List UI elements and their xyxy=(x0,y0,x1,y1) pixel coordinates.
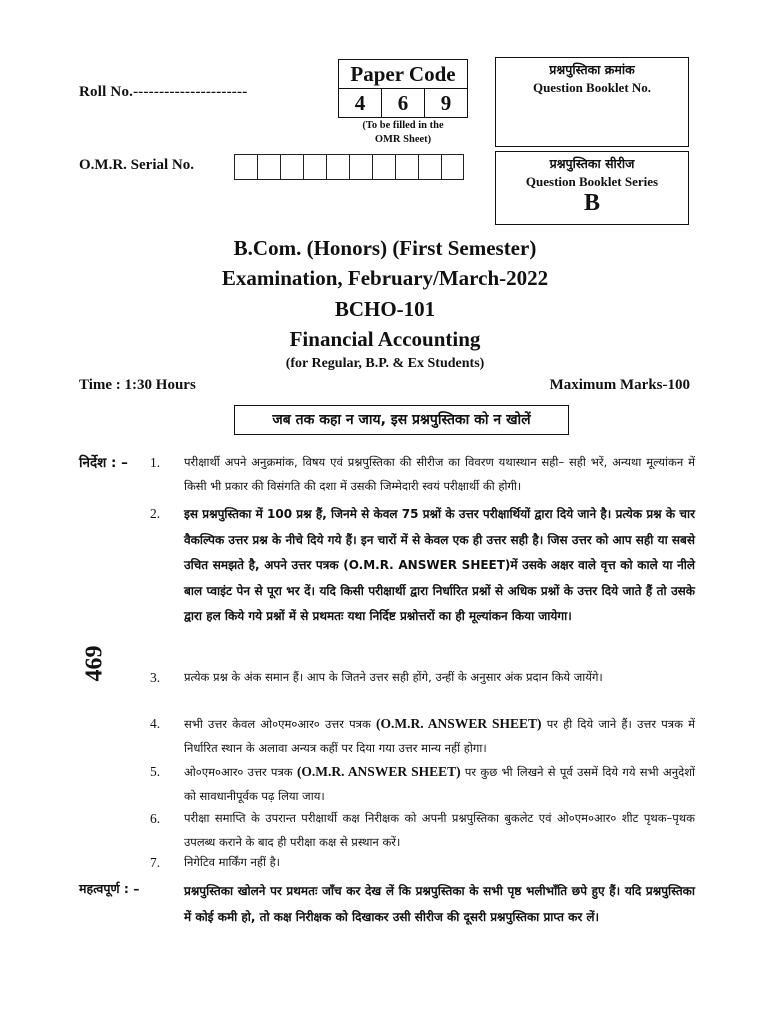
instruction-item xyxy=(150,712,695,760)
instruction-number: 7. xyxy=(150,855,161,870)
instruction-text: परीक्षार्थी अपने अनुक्रमांक, विषय एवं प्रश्नपुस्तिका की सीरीज का विवरण यथास्थान सही– सही भरें, अन्यथा मूल्यांकन में किसी भी प्रकार की विसंगति की दशा में उसकी जिम्मेदारी स्वयं परीक्षार्थी की होगी। xyxy=(184,455,695,493)
instruction-text: परीक्षा समाप्ति के उपरान्त परीक्षार्थी कक्ष निरीक्षक को अपनी प्रश्नपुस्तिका बुकलेट एवं ओ०एम०आर० शीट पृथक–पृथक उपलब्ध कराने के बाद ही परीक्षा कक्ष से प्रस्थान करें। xyxy=(184,811,695,849)
instruction-text: निगेटिव मार्किंग नहीं है। xyxy=(184,855,281,869)
instruction-number: 6. xyxy=(150,811,161,826)
omr-serial-cell[interactable] xyxy=(349,154,372,180)
omr-serial-cell[interactable] xyxy=(280,154,303,180)
instruction-number: 2. xyxy=(150,506,161,521)
course-code: BCHO-101 xyxy=(334,297,436,321)
important-note: प्रश्नपुस्तिका खोलने पर प्रथमतः जाँच कर देख लें कि प्रश्नपुस्तिका के सभी पृष्ठ भलीभाँति छपे हुए हैं। यदि प्रश्नपुस्तिका में कोई कमी हो, तो कक्ष निरीक्षक को दिखाकर उसी सीरीज की दूसरी प्रश्नपुस्तिका प्राप्त कर लें। xyxy=(184,884,695,924)
omr-serial-cell[interactable] xyxy=(234,154,257,180)
question-booklet-series-box xyxy=(495,151,689,225)
booklet-series-english-label: Question Booklet Series xyxy=(525,174,659,189)
exam-time: Time : 1:30 Hours xyxy=(79,377,196,393)
omr-serial-cell[interactable] xyxy=(418,154,441,180)
do-not-open-warning: जब तक कहा न जाय, इस प्रश्नपुस्तिका को न खोलें xyxy=(234,405,569,435)
instruction-number: 3. xyxy=(150,670,161,685)
booklet-series-hindi-label: प्रश्नपुस्तिका सीरीज xyxy=(549,156,635,171)
omr-serial-boxes[interactable] xyxy=(234,154,464,180)
paper-code-digits xyxy=(339,89,467,117)
instruction-number: 4. xyxy=(150,716,161,731)
booklet-no-hindi-label: प्रश्नपुस्तिका क्रमांक xyxy=(549,62,635,77)
side-paper-code: 469 xyxy=(81,645,108,682)
booklet-series-letter: B xyxy=(583,190,600,216)
instruction-text xyxy=(184,760,695,808)
paper-code-note-line: (To be filled in the xyxy=(362,120,444,131)
paper-code-digit: 9 xyxy=(440,91,452,115)
instruction-text xyxy=(184,712,695,760)
instruction-text-part: पर कुछ भी लिखने से पूर्व उसमें दिये गये सभी अनुदेशों को सावधानीपूर्वक पढ़ लिया जाय। xyxy=(184,765,695,803)
instruction-item xyxy=(150,451,695,498)
instruction-item xyxy=(150,851,695,875)
instruction-text-part: ओ०एम०आर० उत्तर पत्रक xyxy=(184,765,297,779)
subject-title: Financial Accounting xyxy=(289,327,481,351)
students-note: (for Regular, B.P. & Ex Students) xyxy=(285,356,485,371)
omr-serial-cell[interactable] xyxy=(441,154,464,180)
instruction-item xyxy=(150,807,695,854)
omr-answer-sheet-term: (O.M.R. ANSWER SHEET) xyxy=(376,716,542,731)
course-title: B.Com. (Honors) (First Semester) xyxy=(233,236,537,260)
paper-code-note xyxy=(338,119,468,147)
important-label: महत्वपूर्ण : – xyxy=(79,881,140,896)
omr-answer-sheet-term: (O.M.R. ANSWER SHEET) xyxy=(296,764,461,779)
paper-code-box xyxy=(338,59,468,118)
roll-no-label: Roll No.---------------------- xyxy=(79,84,248,100)
instruction-text: इस प्रश्नपुस्तिका में 100 प्रश्न हैं, जिनमे से केवल 75 प्रश्नों के उत्तर परीक्षार्थियों द्वारा दिये जाने है। प्रत्येक प्रश्न के चार वैकल्पिक उत्तर प्रश्न के नीचे दिये गये हैं। इन चारों में से केवल एक ही उत्तर सही है। जिस उत्तर को आप सही या सबसे उचित समझते है, अपने उत्तर पत्रक (O.M.R. ANSWER SHEET)में उसके अक्षर वाले वृत्त को काले या नीले बाल प्वाइंट पेन से पूरा भर दें। यदि किसी परीक्षार्थी द्वारा निर्धारित प्रश्नों से अधिक प्रश्नों के उत्तर दिये जाते हैं तो उसके द्वारा हल किये गये प्रश्नों में से प्रथमतः यथा निर्दिष्ट प्रश्नोत्तरों का ही मूल्यांकन किया जायेगा। xyxy=(184,507,695,624)
instructions-label: निर्देश : – xyxy=(79,455,128,471)
instruction-text: प्रत्येक प्रश्न के अंक समान हैं। आप के जितने उत्तर सही होंगे, उन्हीं के अनुसार अंक प्रदान किये जायेंगे। xyxy=(184,670,603,684)
max-marks: Maximum Marks-100 xyxy=(549,377,690,393)
question-booklet-no-box[interactable] xyxy=(495,57,689,147)
paper-code-title: Paper Code xyxy=(339,60,467,89)
instruction-number: 1. xyxy=(150,455,161,470)
omr-serial-cell[interactable] xyxy=(326,154,349,180)
paper-code-digit: 4 xyxy=(339,89,382,117)
booklet-no-english-label: Question Booklet No. xyxy=(532,80,652,95)
omr-serial-cell[interactable] xyxy=(303,154,326,180)
instruction-item xyxy=(150,502,695,630)
omr-serial-cell[interactable] xyxy=(257,154,280,180)
instruction-item xyxy=(150,760,695,808)
omr-serial-cell[interactable] xyxy=(395,154,418,180)
omr-serial-cell[interactable] xyxy=(372,154,395,180)
instruction-text-part: सभी उत्तर केवल ओ०एम०आर० उत्तर पत्रक xyxy=(184,717,377,731)
paper-code-note-line: OMR Sheet) xyxy=(374,134,432,145)
examination-title: Examination, February/March-2022 xyxy=(221,266,549,290)
instruction-item xyxy=(150,666,695,690)
instruction-text-part: पर ही दिये जाने हैं। उत्तर पत्रक में निर्धारित स्थान के अलावा अन्यत्र कहीं पर दिया गया उत्तर मान्य नहीं होगा। xyxy=(184,717,695,755)
omr-serial-label: O.M.R. Serial No. xyxy=(79,157,194,173)
paper-code-digit: 6 xyxy=(382,89,425,117)
instruction-number: 5. xyxy=(150,764,161,779)
